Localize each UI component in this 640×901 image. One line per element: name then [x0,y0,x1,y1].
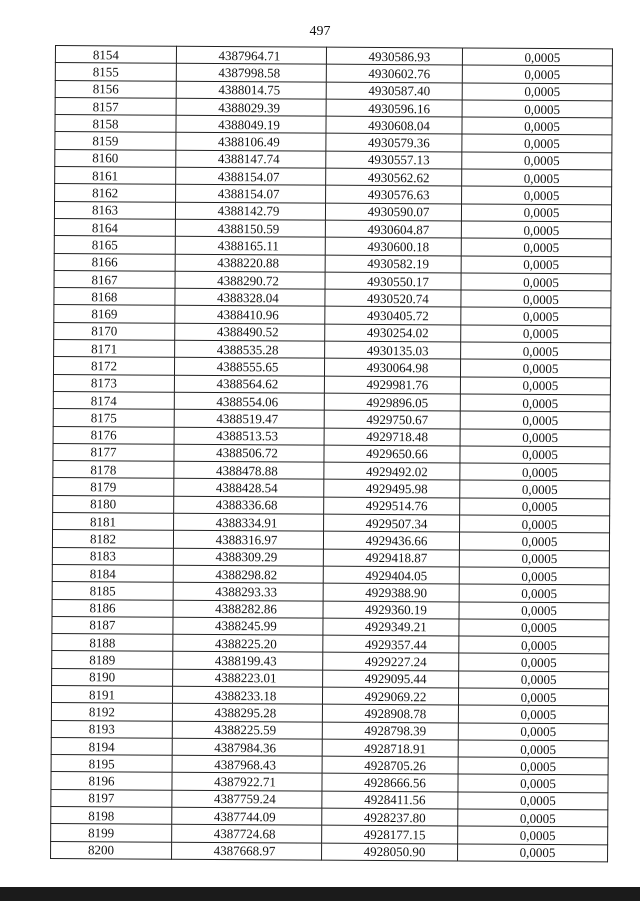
point-number-cell: 8189 [52,651,173,669]
x-coordinate-cell: 4388309.29 [173,548,323,566]
x-coordinate-cell: 4387968.43 [172,755,322,773]
accuracy-cell: 0,0005 [461,307,611,325]
y-coordinate-cell: 4928050.90 [322,843,458,861]
point-number-cell: 8178 [53,461,174,479]
x-coordinate-cell: 4388199.43 [173,652,323,670]
accuracy-cell: 0,0005 [460,446,610,464]
y-coordinate-cell: 4930576.63 [326,186,462,204]
y-coordinate-cell: 4929357.44 [323,635,459,653]
x-coordinate-cell: 4388225.59 [172,721,322,739]
x-coordinate-cell: 4388410.96 [175,306,325,324]
point-number-cell: 8179 [53,478,174,496]
y-coordinate-cell: 4930579.36 [326,134,462,152]
y-coordinate-cell: 4928666.56 [322,774,458,792]
x-coordinate-cell: 4388014.75 [176,81,326,99]
x-coordinate-cell: 4388293.33 [173,582,323,600]
accuracy-cell: 0,0005 [460,359,610,377]
x-coordinate-cell: 4388150.59 [175,219,325,237]
y-coordinate-cell: 4930590.07 [325,203,461,221]
accuracy-cell: 0,0005 [461,238,611,256]
x-coordinate-cell: 4388506.72 [174,444,324,462]
point-number-cell: 8172 [53,357,174,375]
x-coordinate-cell: 4388490.52 [175,323,325,341]
page-number: 497 [309,24,331,39]
point-number-cell: 8167 [54,270,175,288]
point-number-cell: 8186 [52,599,173,617]
point-number-cell: 8171 [54,340,175,358]
point-number-cell: 8158 [55,115,176,133]
table-row [51,841,608,862]
x-coordinate-cell: 4388154.07 [176,185,326,203]
y-coordinate-cell: 4930608.04 [326,116,462,134]
x-coordinate-cell: 4388147.74 [176,150,326,168]
y-coordinate-cell: 4929095.44 [323,670,459,688]
x-coordinate-cell: 4388328.04 [175,288,325,306]
x-coordinate-cell: 4387724.68 [172,825,322,843]
point-number-cell: 8181 [53,513,174,531]
point-number-cell: 8166 [54,253,175,271]
point-number-cell: 8190 [52,668,173,686]
x-coordinate-cell: 4388554.06 [174,392,324,410]
accuracy-cell: 0,0005 [462,48,612,66]
x-coordinate-cell: 4387744.09 [172,807,322,825]
accuracy-cell: 0,0005 [461,256,611,274]
point-number-cell: 8156 [55,80,176,98]
accuracy-cell: 0,0005 [460,411,610,429]
accuracy-cell: 0,0005 [458,844,608,862]
y-coordinate-cell: 4929492.02 [324,462,460,480]
accuracy-cell: 0,0005 [459,671,609,689]
x-coordinate-cell: 4388290.72 [175,271,325,289]
y-coordinate-cell: 4929349.21 [323,618,459,636]
point-number-cell: 8177 [53,443,174,461]
x-coordinate-cell: 4387759.24 [172,790,322,808]
y-coordinate-cell: 4928718.91 [322,739,458,757]
accuracy-cell: 0,0005 [460,429,610,447]
coordinate-table [50,45,613,862]
point-number-cell: 8184 [52,564,173,582]
accuracy-cell: 0,0005 [461,342,611,360]
point-number-cell: 8191 [51,685,172,703]
y-coordinate-cell: 4929069.22 [322,687,458,705]
y-coordinate-cell: 4930596.16 [326,99,462,117]
y-coordinate-cell: 4928411.56 [322,791,458,809]
y-coordinate-cell: 4929227.24 [323,653,459,671]
point-number-cell: 8193 [51,720,172,738]
point-number-cell: 8187 [52,616,173,634]
point-number-cell: 8194 [51,737,172,755]
accuracy-cell: 0,0005 [460,463,610,481]
x-coordinate-cell: 4388049.19 [176,115,326,133]
accuracy-cell: 0,0005 [458,774,608,792]
y-coordinate-cell: 4930550.17 [325,272,461,290]
accuracy-cell: 0,0005 [459,653,609,671]
point-number-cell: 8175 [53,409,174,427]
x-coordinate-cell: 4388245.99 [173,617,323,635]
accuracy-cell: 0,0005 [458,826,608,844]
point-number-cell: 8180 [53,495,174,513]
y-coordinate-cell: 4930254.02 [325,324,461,342]
y-coordinate-cell: 4929507.34 [324,514,460,532]
accuracy-cell: 0,0005 [461,221,611,239]
x-coordinate-cell: 4387984.36 [172,738,322,756]
accuracy-cell: 0,0005 [459,636,609,654]
accuracy-cell: 0,0005 [460,498,610,516]
point-number-cell: 8161 [55,167,176,185]
y-coordinate-cell: 4929750.67 [324,410,460,428]
x-coordinate-cell: 4388316.97 [173,531,323,549]
point-number-cell: 8183 [52,547,173,565]
x-coordinate-cell: 4387964.71 [176,46,326,64]
accuracy-cell: 0,0005 [462,169,612,187]
y-coordinate-cell: 4929495.98 [324,480,460,498]
x-coordinate-cell: 4388165.11 [175,237,325,255]
x-coordinate-cell: 4388519.47 [174,409,324,427]
y-coordinate-cell: 4929896.05 [324,393,460,411]
x-coordinate-cell: 4388106.49 [176,133,326,151]
point-number-cell: 8159 [55,132,176,150]
point-number-cell: 8195 [51,755,172,773]
coordinate-table-body [51,46,613,862]
y-coordinate-cell: 4929418.87 [323,549,459,567]
accuracy-cell: 0,0005 [458,723,608,741]
scan-bottom-edge [0,887,640,901]
accuracy-cell: 0,0005 [460,480,610,498]
x-coordinate-cell: 4388478.88 [174,461,324,479]
point-number-cell: 8155 [55,63,176,81]
y-coordinate-cell: 4930582.19 [325,255,461,273]
coordinate-table-sheet [50,45,612,862]
accuracy-cell: 0,0005 [461,273,611,291]
point-number-cell: 8168 [54,288,175,306]
x-coordinate-cell: 4388029.39 [176,98,326,116]
point-number-cell: 8197 [51,789,172,807]
accuracy-cell: 0,0005 [462,186,612,204]
y-coordinate-cell: 4930064.98 [324,358,460,376]
x-coordinate-cell: 4388142.79 [175,202,325,220]
point-number-cell: 8170 [54,322,175,340]
accuracy-cell: 0,0005 [462,83,612,101]
x-coordinate-cell: 4388428.54 [174,479,324,497]
y-coordinate-cell: 4930587.40 [326,82,462,100]
point-number-cell: 8174 [53,391,174,409]
x-coordinate-cell: 4388223.01 [173,669,323,687]
point-number-cell: 8188 [52,634,173,652]
accuracy-cell: 0,0005 [458,757,608,775]
y-coordinate-cell: 4930604.87 [325,220,461,238]
x-coordinate-cell: 4388295.28 [172,704,322,722]
x-coordinate-cell: 4388154.07 [176,167,326,185]
x-coordinate-cell: 4387668.97 [172,842,322,860]
x-coordinate-cell: 4388220.88 [175,254,325,272]
point-number-cell: 8163 [54,201,175,219]
accuracy-cell: 0,0005 [459,550,609,568]
x-coordinate-cell: 4388564.62 [174,375,324,393]
x-coordinate-cell: 4388225.20 [173,634,323,652]
y-coordinate-cell: 4930562.62 [326,168,462,186]
accuracy-cell: 0,0005 [458,809,608,827]
accuracy-cell: 0,0005 [458,740,608,758]
point-number-cell: 8198 [51,807,172,825]
y-coordinate-cell: 4930135.03 [325,341,461,359]
y-coordinate-cell: 4929436.66 [323,531,459,549]
accuracy-cell: 0,0005 [460,515,610,533]
accuracy-cell: 0,0005 [459,532,609,550]
y-coordinate-cell: 4930520.74 [325,289,461,307]
accuracy-cell: 0,0005 [461,290,611,308]
y-coordinate-cell: 4930600.18 [325,237,461,255]
y-coordinate-cell: 4928177.15 [322,826,458,844]
accuracy-cell: 0,0005 [458,792,608,810]
point-number-cell: 8192 [51,703,172,721]
x-coordinate-cell: 4387998.58 [176,64,326,82]
accuracy-cell: 0,0005 [461,204,611,222]
point-number-cell: 8157 [55,97,176,115]
y-coordinate-cell: 4929514.76 [324,497,460,515]
x-coordinate-cell: 4388555.65 [174,358,324,376]
y-coordinate-cell: 4929404.05 [323,566,459,584]
accuracy-cell: 0,0005 [462,134,612,152]
y-coordinate-cell: 4929718.48 [324,428,460,446]
y-coordinate-cell: 4928798.39 [322,722,458,740]
x-coordinate-cell: 4388282.86 [173,600,323,618]
x-coordinate-cell: 4388233.18 [172,686,322,704]
y-coordinate-cell: 4930405.72 [325,307,461,325]
accuracy-cell: 0,0005 [462,117,612,135]
point-number-cell: 8185 [52,582,173,600]
y-coordinate-cell: 4929981.76 [324,376,460,394]
x-coordinate-cell: 4388535.28 [175,340,325,358]
y-coordinate-cell: 4929360.19 [323,601,459,619]
point-number-cell: 8160 [55,149,176,167]
accuracy-cell: 0,0005 [459,584,609,602]
point-number-cell: 8199 [51,824,172,842]
y-coordinate-cell: 4930602.76 [326,64,462,82]
accuracy-cell: 0,0005 [458,688,608,706]
accuracy-cell: 0,0005 [459,619,609,637]
y-coordinate-cell: 4928237.80 [322,808,458,826]
accuracy-cell: 0,0005 [462,100,612,118]
point-number-cell: 8154 [55,46,176,64]
accuracy-cell: 0,0005 [459,601,609,619]
y-coordinate-cell: 4928908.78 [322,704,458,722]
point-number-cell: 8200 [51,841,172,859]
x-coordinate-cell: 4387922.71 [172,773,322,791]
x-coordinate-cell: 4388298.82 [173,565,323,583]
accuracy-cell: 0,0005 [462,65,612,83]
accuracy-cell: 0,0005 [461,325,611,343]
accuracy-cell: 0,0005 [458,705,608,723]
point-number-cell: 8176 [53,426,174,444]
point-number-cell: 8162 [55,184,176,202]
y-coordinate-cell: 4929650.66 [324,445,460,463]
x-coordinate-cell: 4388513.53 [174,427,324,445]
x-coordinate-cell: 4388334.91 [174,513,324,531]
accuracy-cell: 0,0005 [462,152,612,170]
point-number-cell: 8196 [51,772,172,790]
y-coordinate-cell: 4928705.26 [322,756,458,774]
y-coordinate-cell: 4930557.13 [326,151,462,169]
accuracy-cell: 0,0005 [460,377,610,395]
point-number-cell: 8165 [54,236,175,254]
accuracy-cell: 0,0005 [460,394,610,412]
accuracy-cell: 0,0005 [459,567,609,585]
point-number-cell: 8164 [54,218,175,236]
point-number-cell: 8173 [53,374,174,392]
point-number-cell: 8182 [52,530,173,548]
x-coordinate-cell: 4388336.68 [174,496,324,514]
y-coordinate-cell: 4929388.90 [323,583,459,601]
y-coordinate-cell: 4930586.93 [326,47,462,65]
point-number-cell: 8169 [54,305,175,323]
